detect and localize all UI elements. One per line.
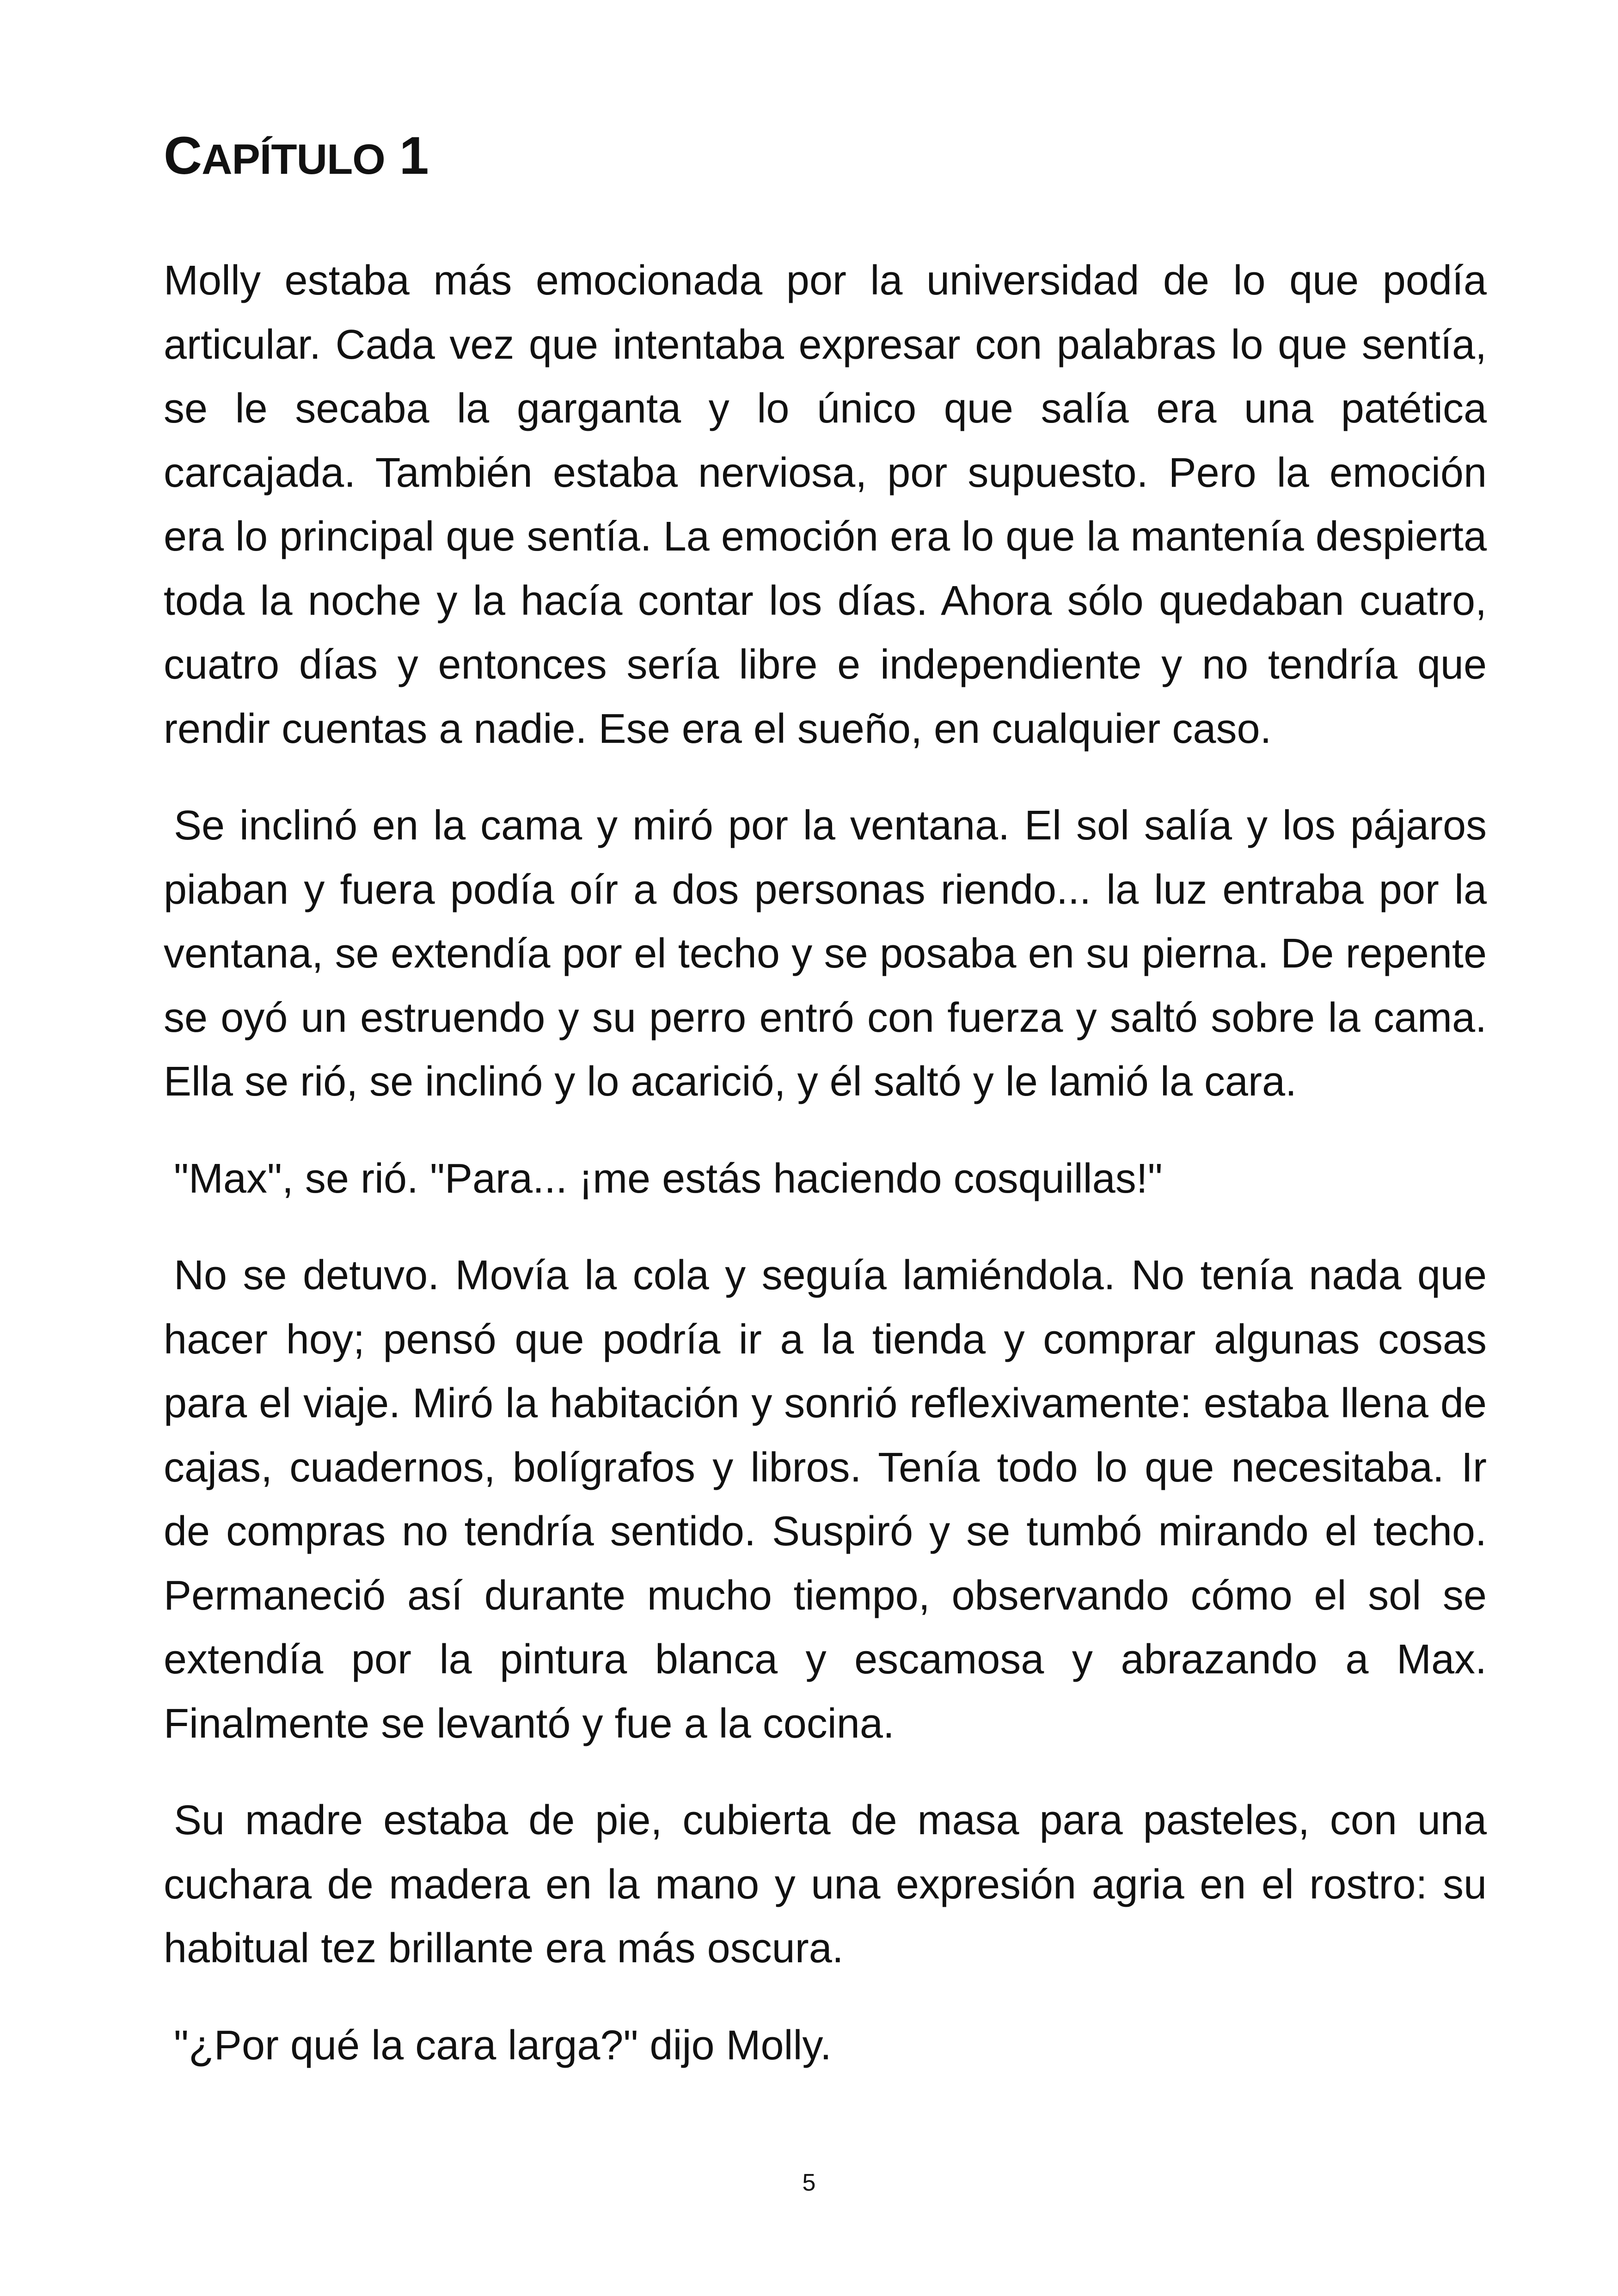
paragraph-1: Molly estaba más emocionada por la universidad de lo que podía articular. Cada vez que intentaba expresar con palabras lo que sentía, se le secaba la garganta y lo único que salía era una patética carcajada. También estaba nerviosa, por supuesto. Pero la emoción era lo principal que sentía. La emoción era lo que la mantenía despierta toda la noche y la hacía contar los días. Ahora sólo quedaban cuatro, cuatro días y entonces sería libre e independiente y no tendría que rendir cuentas a nadie. Ese era el sueño, en cualquier caso. [164, 257, 1487, 752]
chapter-title-initial: C [164, 126, 202, 185]
chapter-number: 1 [399, 126, 429, 185]
chapter-body [164, 249, 1487, 2110]
chapter-title [164, 121, 429, 194]
chapter-title-word: APÍTULO [202, 136, 385, 183]
paragraph-4: No se detuvo. Movía la cola y seguía lamiéndola. No tenía nada que hacer hoy; pensó que podría ir a la tienda y comprar algunas cosas para el viaje. Miró la habitación y sonrió reflexivamente: estaba llena de cajas, cuadernos, bolígrafos y libros. Tenía todo lo que necesitaba. Ir de compras no tendría sentido. Suspiró y se tumbó mirando el techo. Permaneció así durante mucho tiempo, observando cómo el sol se extendía por la pintura blanca y escamosa y abrazando a Max. Finalmente se levantó y fue a la cocina. [164, 1252, 1487, 1747]
paragraph-3: "Max", se rió. "Para... ¡me estás haciendo cosquillas!" [174, 1155, 1163, 1202]
page-number: 5 [802, 2169, 816, 2196]
paragraph-5: Su madre estaba de pie, cubierta de masa para pasteles, con una cuchara de madera en la mano y una expresión agria en el rostro: su habitual tez brillante era más oscura. [164, 1797, 1487, 1971]
paragraph-2: Se inclinó en la cama y miró por la ventana. El sol salía y los pájaros piaban y fuera podía oír a dos personas riendo... la luz entraba por la ventana, se extendía por el techo y se posaba en su pierna. De repente se oyó un estruendo y su perro entró con fuerza y saltó sobre la cama. Ella se rió, se inclinó y lo acarició, y él saltó y le lamió la cara. [164, 802, 1487, 1105]
paragraph-6: "¿Por qué la cara larga?" dijo Molly. [174, 2022, 832, 2069]
